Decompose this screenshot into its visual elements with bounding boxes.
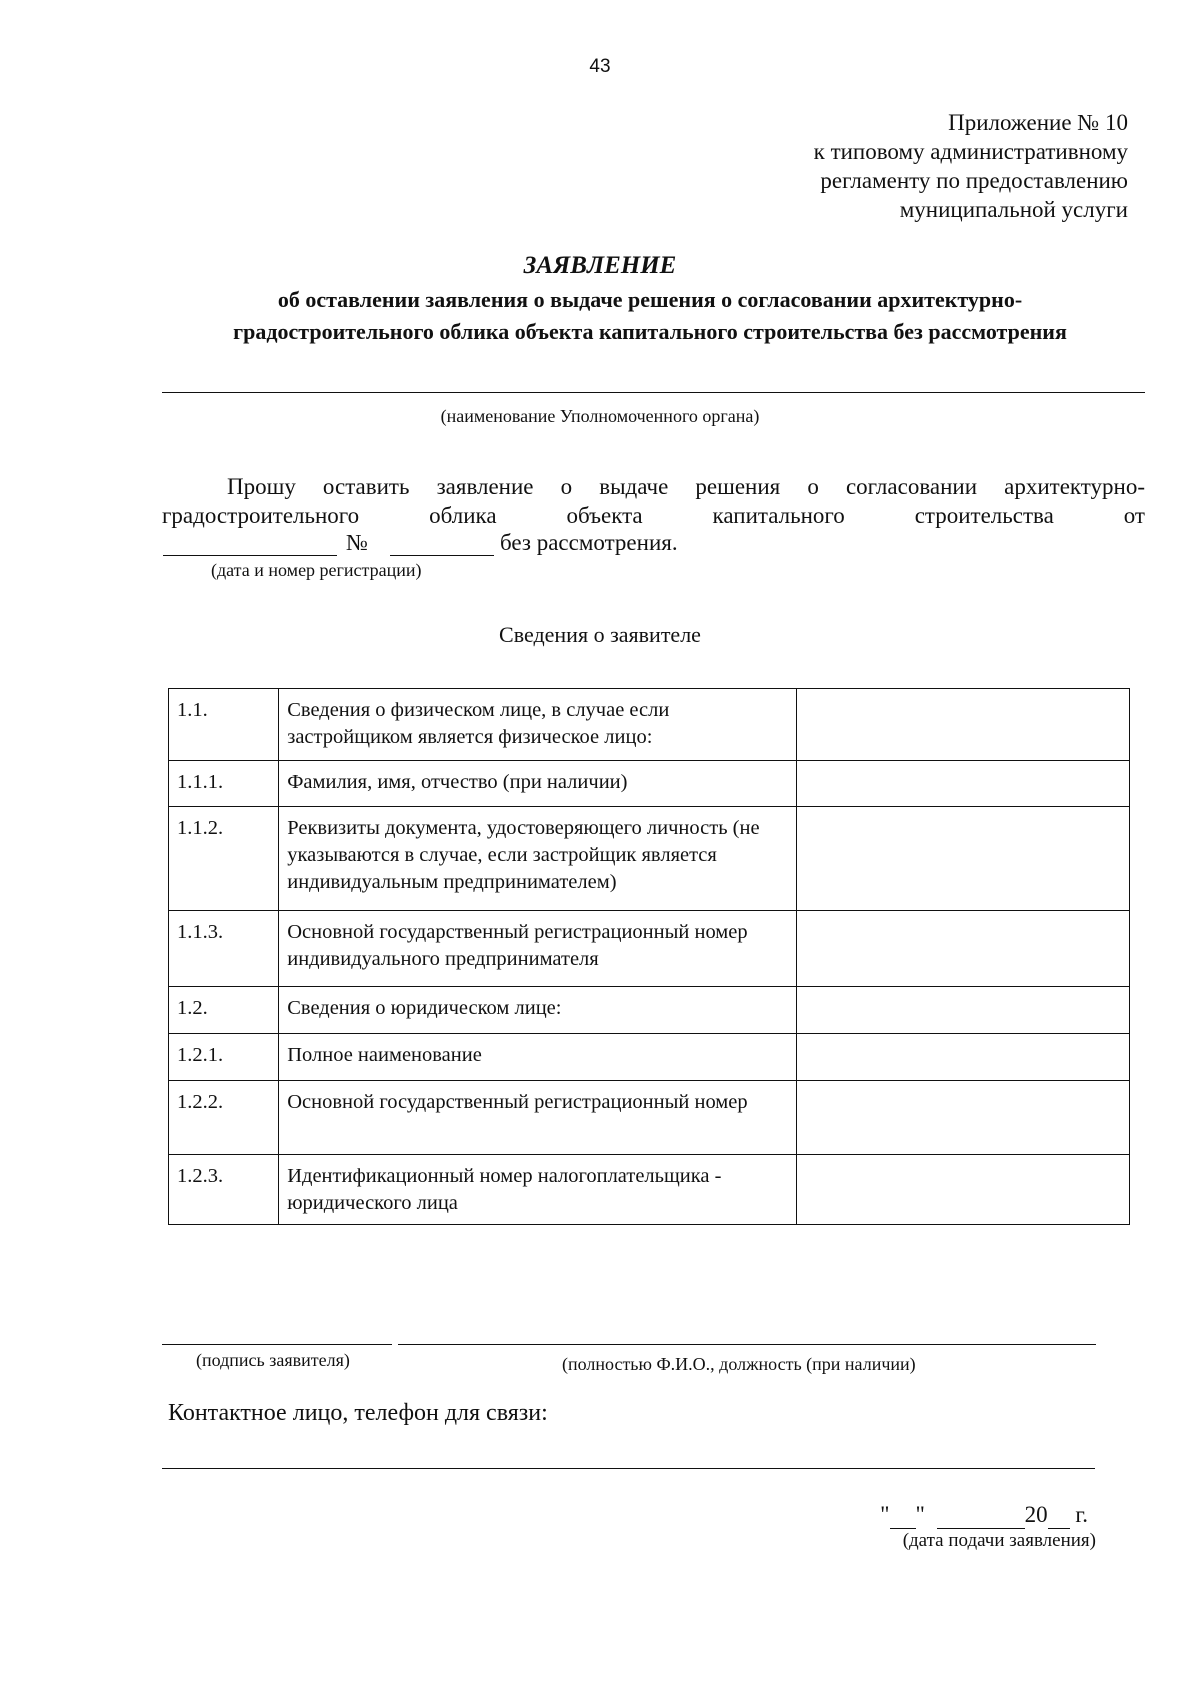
request-word: облика — [429, 503, 497, 528]
row-value-cell[interactable] — [797, 807, 1130, 911]
row-label: Полное наименование — [279, 1034, 797, 1081]
row-value-cell[interactable] — [797, 987, 1130, 1034]
table-row — [169, 987, 1130, 1034]
subtitle-line: об оставлении заявления о выдаче решения о согласовании архитектурно- — [277, 287, 1023, 312]
table-row — [169, 807, 1130, 911]
row-value-cell[interactable] — [797, 911, 1130, 987]
full-name-line[interactable] — [398, 1344, 1096, 1345]
row-label: Основной государственный регистрационный номер — [279, 1081, 797, 1155]
registration-number-line[interactable] — [390, 555, 494, 556]
table-row — [169, 689, 1130, 761]
document-subtitle — [150, 284, 1150, 348]
date-year-suffix: г. — [1075, 1502, 1088, 1527]
appendix-line: к типовому административному — [813, 139, 1128, 164]
row-label: Идентификационный номер налогоплательщика - юридического лица — [279, 1155, 797, 1225]
request-word: строительства — [914, 503, 1054, 528]
appendix-line: муниципальной услуги — [899, 197, 1128, 222]
submission-date — [880, 1502, 1088, 1529]
row-number: 1.2.2. — [169, 1081, 279, 1155]
row-label: Реквизиты документа, удостоверяющего личность (не указываются в случае, если застройщик является индивидуальным предпринимателем) — [279, 807, 797, 911]
registration-date-line[interactable] — [163, 555, 337, 556]
row-number: 1.1.1. — [169, 761, 279, 807]
table-row — [169, 1034, 1130, 1081]
number-sign: № — [346, 530, 368, 555]
request-end-text: без рассмотрения. — [500, 530, 678, 555]
request-word: капитального — [712, 503, 845, 528]
authority-caption: (наименование Уполномоченного органа) — [440, 406, 760, 426]
row-number: 1.2.1. — [169, 1034, 279, 1081]
table-row — [169, 1155, 1130, 1225]
table-row — [169, 911, 1130, 987]
contact-line[interactable] — [162, 1468, 1095, 1469]
row-number: 1.2.3. — [169, 1155, 279, 1225]
applicant-info-table — [168, 688, 1130, 1225]
document-title: ЗАЯВЛЕНИЕ — [523, 252, 677, 279]
date-year-prefix: 20 — [1024, 1502, 1048, 1527]
table-row — [169, 1081, 1130, 1155]
request-text: Прошу оставить заявление о выдаче решения о согласовании архитектурно- — [227, 474, 1145, 499]
signature-caption: (подпись заявителя) — [196, 1350, 350, 1370]
row-value-cell[interactable] — [797, 1155, 1130, 1225]
row-label: Фамилия, имя, отчество (при наличии) — [279, 761, 797, 807]
row-number: 1.1.2. — [169, 807, 279, 911]
signature-line[interactable] — [162, 1344, 392, 1345]
row-number: 1.1.3. — [169, 911, 279, 987]
appendix-header — [628, 108, 1128, 224]
appendix-line: Приложение № 10 — [948, 110, 1128, 135]
row-value-cell[interactable] — [797, 761, 1130, 807]
row-number: 1.1. — [169, 689, 279, 761]
row-value-cell[interactable] — [797, 1034, 1130, 1081]
date-quote-open: " — [880, 1502, 890, 1527]
row-label: Сведения о юридическом лице: — [279, 987, 797, 1034]
row-label: Основной государственный регистрационный номер индивидуального предпринимателя — [279, 911, 797, 987]
request-line-2 — [162, 503, 1145, 529]
request-word: от — [1123, 503, 1145, 528]
row-label: Сведения о физическом лице, в случае если застройщиком является физическое лицо: — [279, 689, 797, 761]
date-month-field[interactable] — [937, 1502, 1025, 1529]
date-year-field[interactable] — [1048, 1502, 1070, 1529]
date-quote-close: " — [915, 1502, 925, 1527]
request-line-1 — [162, 474, 1145, 500]
date-day-field[interactable] — [890, 1502, 916, 1529]
authority-name-line[interactable] — [162, 392, 1145, 393]
contact-label: Контактное лицо, телефон для связи: — [168, 1400, 548, 1426]
table-row — [169, 761, 1130, 807]
request-word: объекта — [566, 503, 643, 528]
date-caption: (дата подачи заявления) — [902, 1530, 1096, 1551]
applicant-section-title: Сведения о заявителе — [499, 622, 701, 647]
row-value-cell[interactable] — [797, 1081, 1130, 1155]
subtitle-line: градостроительного облика объекта капитального строительства без рассмотрения — [233, 319, 1067, 344]
row-value-cell[interactable] — [797, 689, 1130, 761]
row-number: 1.2. — [169, 987, 279, 1034]
full-name-caption: (полностью Ф.И.О., должность (при наличии) — [562, 1354, 916, 1374]
request-word: градостроительного — [162, 503, 360, 528]
appendix-line: регламенту по предоставлению — [820, 168, 1128, 193]
registration-caption: (дата и номер регистрации) — [211, 560, 422, 580]
page-number: 43 — [589, 56, 611, 77]
